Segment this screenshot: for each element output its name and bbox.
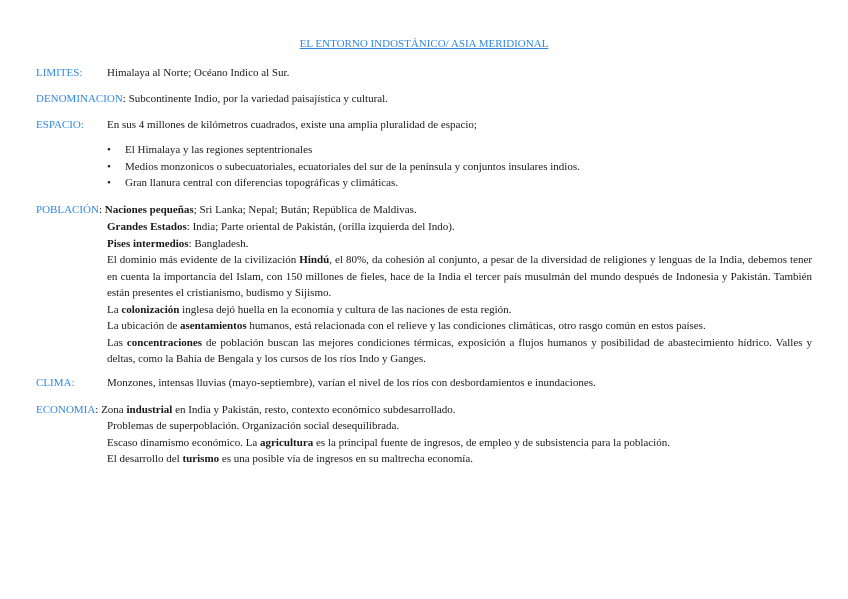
economia-label: ECONOMIA (36, 404, 96, 416)
espacio-label: ESPACIO: (36, 119, 84, 131)
limites-label: LIMITES: (36, 67, 83, 79)
list-item: • Gran llanura central con diferencias topográficas y climáticas. (107, 175, 812, 192)
economia-section: ECONOMIA: Zona industrial en India y Pakistán, resto, contexto económico subdesarrollado. (36, 404, 456, 416)
colonizacion-line: La colonización inglesa dejó huella en la economía y cultura de las naciones de esta región. (107, 303, 512, 316)
espacio-bullet-list (107, 142, 812, 192)
list-item: • Medios monzonicos o subecuatoriales, ecuatoriales del sur de la península y conjuntos insulares indios. (107, 159, 812, 176)
naciones-pequenas-term: Naciones pequeñas (104, 204, 194, 216)
clima-text: Monzones, intensas lluvias (mayo-septiembre), varían el nivel de los ríos con desbordamientos e inundaciones. (107, 377, 596, 389)
superpoblacion-line: Problemas de superpoblación. Organización social desequilibrada. (107, 420, 400, 432)
denominacion-label: DENOMINACION (36, 93, 123, 105)
agricultura-line: Escaso dinamismo económico. La agricultura es la principal fuente de ingresos, de empleo y de subsistencia para la población. (107, 436, 670, 449)
clima-section (36, 375, 812, 392)
list-item: • El Himalaya y las regiones septentrionales (107, 142, 812, 159)
bullet-icon: • (107, 160, 111, 173)
poblacion-label: POBLACIÓN (36, 204, 99, 216)
denominacion-section (36, 91, 812, 108)
limites-text: Himalaya al Norte; Océano Indico al Sur. (107, 67, 290, 79)
economia-body (107, 418, 812, 468)
espacio-text: En sus 4 millones de kilómetros cuadrados, existe una amplia pluralidad de espacio; (107, 119, 477, 131)
hindu-paragraph: El dominio más evidente de la civilización Hindú, el 80%, da cohesión al conjunto, a pesar de la diversidad de religiones y lenguas de la India, debemos tener en cuenta la importancia del Islam, con 150 millones de fieles, hace de la India el tercer país musulmán del mundo después de Indonesia y Pakistán. También están presentes el cristianismo, budismo y Sijismo. (107, 254, 812, 299)
industrial-term: industrial (126, 404, 173, 416)
turismo-line: El desarrollo del turismo es una posible vía de ingresos en su maltrecha economía. (107, 453, 473, 465)
concentraciones-paragraph: Las concentraciones de población buscan las mejores condiciones térmicas, exposición a flujos humanos y posibilidad de abastecimiento hídrico. Valles y deltas, como la Bahía de Bengala y los cursos de los ríos Indo y Ganges. (107, 336, 813, 365)
poblacion-body (107, 219, 812, 368)
denominacion-text: : Subcontinente Indio, por la variedad paisajística y cultural. (122, 93, 388, 105)
poblacion-section: POBLACIÓN: Naciones pequeñas; Sri Lanka; Nepal; Bután; República de Maldivas. (36, 204, 417, 216)
limites-section (36, 65, 812, 82)
asentamientos-line: La ubicación de asentamientos humanos, está relacionada con el relieve y las condiciones climáticas, otro rasgo común en estos países. (107, 320, 706, 332)
document-title: EL ENTORNO INDOSTÁNICO/ ASIA MERIDIONAL (299, 38, 549, 50)
grandes-estados-line: Grandes Estados: India; Parte oriental de Pakistán, (orilla izquierda del Indo). (107, 221, 455, 233)
bullet-icon: • (107, 144, 111, 156)
clima-label: CLIMA: (36, 377, 75, 389)
pises-intermedios-line: Pises intermedios: Bangladesh. (107, 237, 249, 250)
bullet-icon: • (107, 177, 111, 189)
espacio-section (36, 117, 812, 134)
